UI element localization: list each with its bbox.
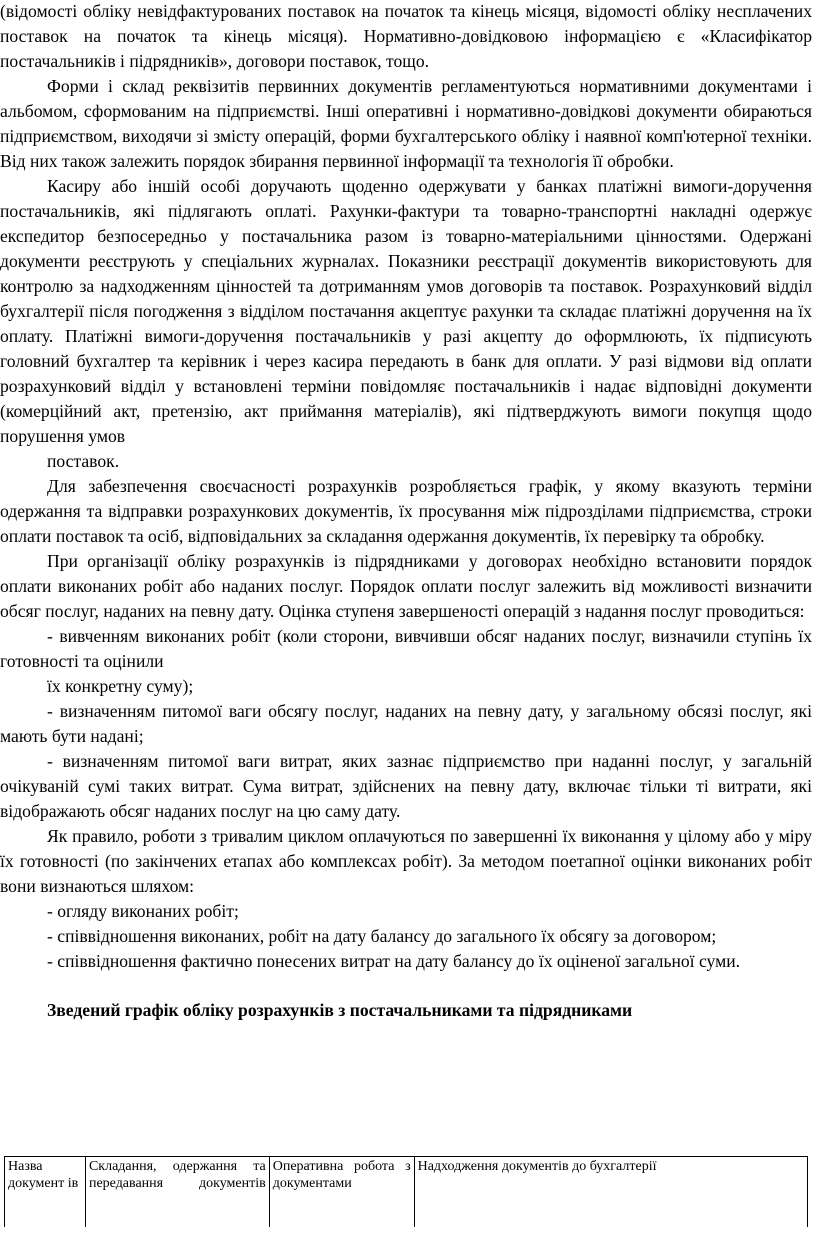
column-header-operational-work: Оперативна робота з документами [269,1157,414,1228]
paragraph: поставок. [47,451,120,471]
paragraph: (відомості обліку невідфактурованих поставок на початок та кінець місяця, відомості обліку несплачених поставок на початок та кінець місяця). Нормативно-довідковою інформацією є «Класифікатор постачальників і підрядників», договори поставок, тощо. [0,1,812,71]
paragraph: Форми і склад реквізитів первинних документів регламентуються нормативними документами і альбомом, сформованим на підприємстві. Інші оперативні і нормативно-довідкові документи обираються підприємством, виходячи зі змісту операцій, форми бухгалтерського обліку і наявної комп'ютерної техніки. Від них також залежить порядок збирання первинної інформації та технологія її обробки. [0,76,812,171]
paragraph: При організації обліку розрахунків із підрядниками у договорах необхідно встановити порядок оплати виконаних робіт або наданих послуг. Порядок оплати послуг залежить від можливості визначити обсяг послуг, наданих на певну дату. Оцінка ступеня завершеності операцій з надання послуг проводиться: [0,551,812,621]
column-header-arrival-to-accounting: Надходження документів до бухгалтерії [414,1157,807,1228]
list-item: - визначенням питомої ваги обсягу послуг, наданих на певну дату, у загальному обсязі послуг, які мають бути надані; [0,701,812,746]
list-item-continuation: їх конкретну суму); [47,676,194,696]
table-title: Зведений графік обліку розрахунків з постачальниками та підрядниками [47,1000,633,1020]
column-header-document-name: Назва документ ів [5,1157,86,1228]
list-item: - співвідношення виконаних, робіт на дату балансу до загального їх обсягу за договором; [47,926,717,946]
column-header-preparation: Складання, одержання та передавання документів [85,1157,269,1228]
paragraph: Як правило, роботи з тривалим циклом оплачуються по завершенні їх виконання у цілому або у міру їх готовності (по закінчених етапах або комплексах робіт). За методом поетапної оцінки виконаних робіт вони визнаються шляхом: [0,826,812,896]
schedule-table [4,1156,808,1227]
list-item: - вивченням виконаних робіт (коли сторони, вивчивши обсяг наданих послуг, визначили ступінь їх готовності та оцінили [0,626,812,671]
paragraph: Касиру або іншій особі доручають щоденно одержувати у банках платіжні вимоги-доручення постачальників, які підлягають оплаті. Рахунки-фактури та товарно-транспортні накладні одержує експедитор безпосередньо у постачальника разом із товарно-матеріальними цінностями. Одержані документи реєструють у спеціальних журналах. Показники реєстрації документів використовують для контролю за надходженням цінностей та дотриманням умов договорів та поставок. Розрахунковий відділ бухгалтерії після погодження з відділом постачання акцептує рахунки та складає платіжні доручення на їх оплату. Платіжні вимоги-доручення постачальників у разі акцепту до оформлюють, їх підписують головний бухгалтер та керівник і через касира передають в банк для оплати. У разі відмови від оплати розрахунковий відділ у встановлені терміни повідомляє постачальників і надає відповідні документи (комерційний акт, претензію, акт приймання матеріалів), які підтверджують вимоги покупця щодо порушення умов [0,176,812,446]
paragraph: Для забезпечення своєчасності розрахунків розробляється графік, у якому вказують терміни одержання та відправки розрахункових документів, їх просування між підрозділами підприємства, строки оплати поставок та осіб, відповідальних за складання одержання документів, їх перевірку та обробку. [0,476,812,546]
list-item: - визначенням питомої ваги витрат, яких зазнає підприємство при наданні послуг, у загальній очікуваній сумі таких витрат. Сума витрат, здійснених на певну дату, включає тільки ті витрати, які відображають обсяг наданих послуг на цю саму дату. [0,751,812,821]
list-item: - огляду виконаних робіт; [47,901,239,921]
list-item: - співвідношення фактично понесених витрат на дату балансу до їх оціненої загальної суми. [47,951,741,971]
spacer [0,974,812,998]
table-header-row [5,1157,808,1228]
